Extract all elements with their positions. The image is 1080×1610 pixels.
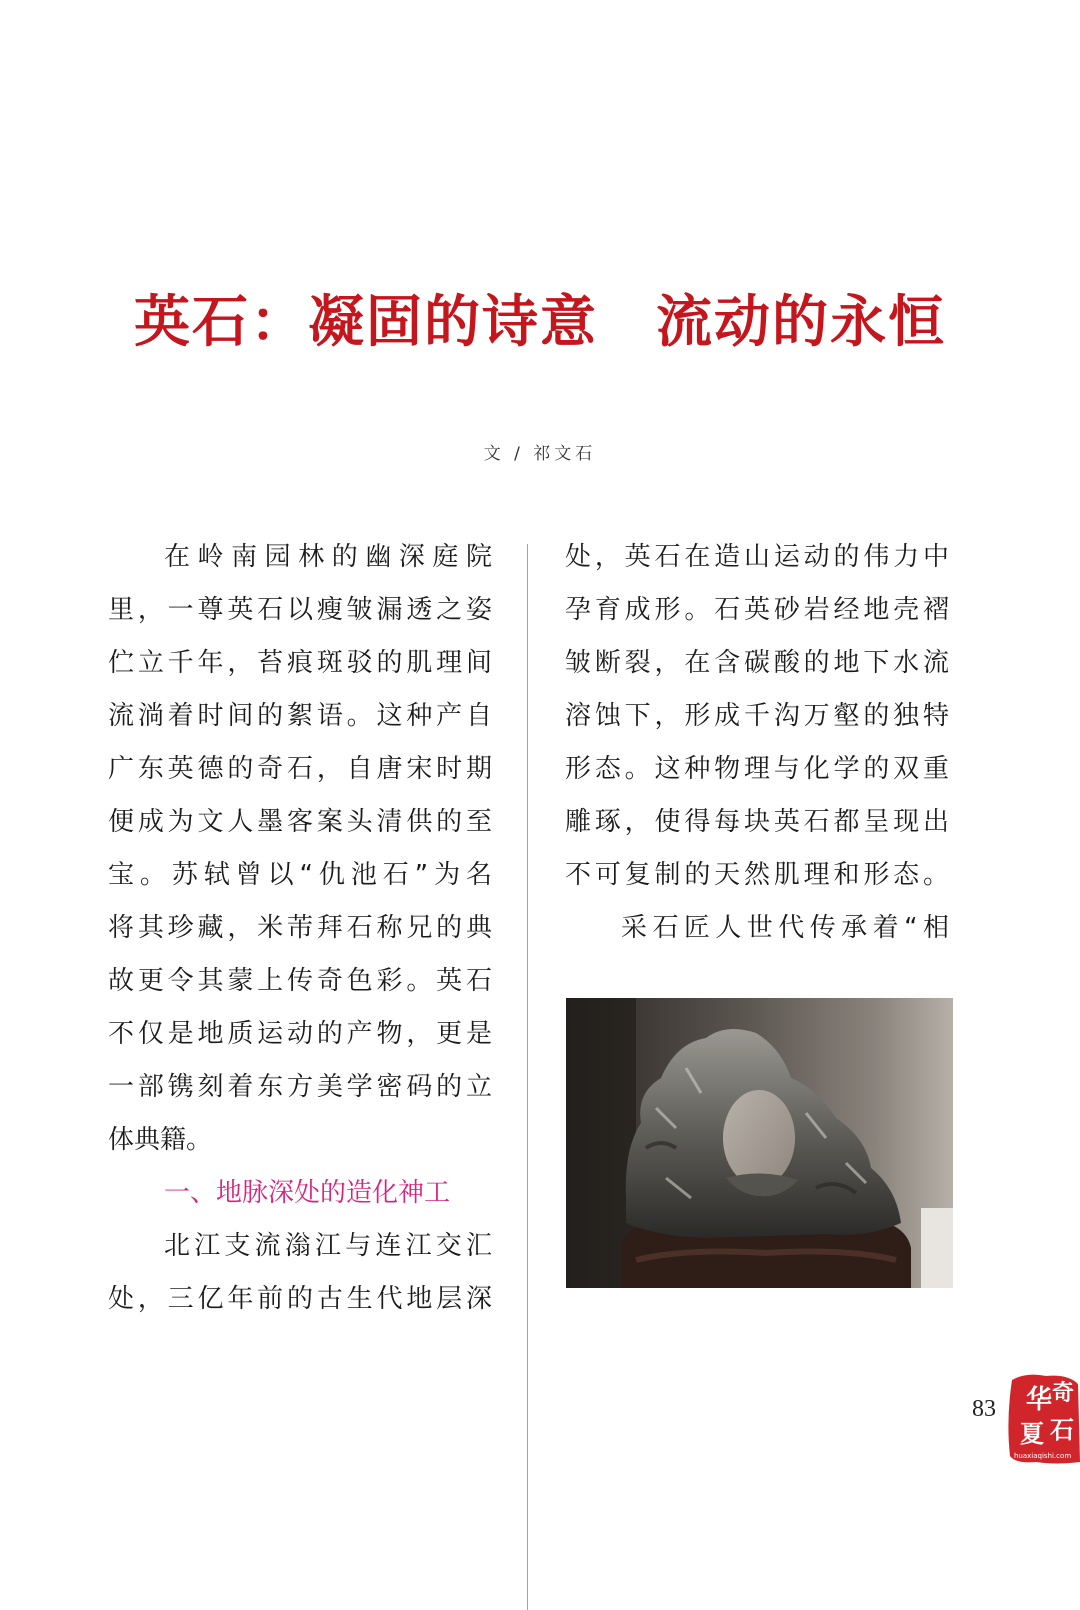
body-line: 形态。这种物理与化学的双重	[565, 754, 949, 784]
body-line: 处，英石在造山运动的伟力中	[565, 542, 949, 572]
body-line: 处，三亿年前的古生代地层深	[108, 1284, 492, 1314]
body-line: 体典籍。	[108, 1125, 213, 1155]
svg-text:huaxiaqishi.com: huaxiaqishi.com	[1014, 1452, 1072, 1460]
left-column	[108, 538, 492, 1333]
body-line: 溶蚀下，形成千沟万壑的独特	[565, 701, 949, 731]
column-divider	[527, 544, 528, 1610]
body-line: 故更令其蒙上传奇色彩。英石	[108, 966, 492, 996]
author-byline: 文 / 祁文石	[483, 444, 597, 464]
body-line: 一部镌刻着东方美学密码的立	[108, 1072, 492, 1102]
body-line: 将其珍藏，米芾拜石称兄的典	[108, 913, 492, 943]
body-line: 伫立千年，苔痕斑驳的肌理间	[108, 648, 492, 678]
svg-text:奇: 奇	[1052, 1380, 1075, 1406]
body-line: 雕琢，使得每块英石都呈现出	[565, 807, 949, 837]
section-heading: 一、地脉深处的造化神工	[164, 1178, 451, 1208]
body-line: 广东英德的奇石，自唐宋时期	[108, 754, 492, 784]
site-seal-logo	[1006, 1370, 1080, 1465]
svg-text:石: 石	[1050, 1415, 1074, 1444]
body-line: 不可复制的天然肌理和形态。	[565, 860, 949, 890]
article-title: 英石：凝固的诗意 流动的永恒	[134, 289, 946, 355]
body-line: 里，一尊英石以瘦皱漏透之姿	[108, 595, 492, 625]
body-line: 北江支流滃江与连江交汇	[164, 1231, 492, 1261]
body-line: 不仅是地质运动的产物，更是	[108, 1019, 492, 1049]
svg-text:华: 华	[1026, 1385, 1053, 1415]
ying-stone-photo	[566, 998, 953, 1288]
body-line: 孕育成形。石英砂岩经地壳褶	[565, 595, 949, 625]
body-line: 流淌着时间的絮语。这种产自	[108, 701, 492, 731]
body-line: 皱断裂，在含碳酸的地下水流	[565, 648, 949, 678]
body-line: 便成为文人墨客案头清供的至	[108, 807, 492, 837]
right-column	[565, 538, 949, 962]
svg-text:夏: 夏	[1020, 1419, 1044, 1448]
body-line: 在岭南园林的幽深庭院	[164, 542, 492, 572]
body-line: 宝。苏轼曾以“仇池石”为名	[108, 860, 492, 890]
page-number: 83	[972, 1396, 996, 1422]
body-line: 采石匠人世代传承着“相	[621, 913, 949, 943]
